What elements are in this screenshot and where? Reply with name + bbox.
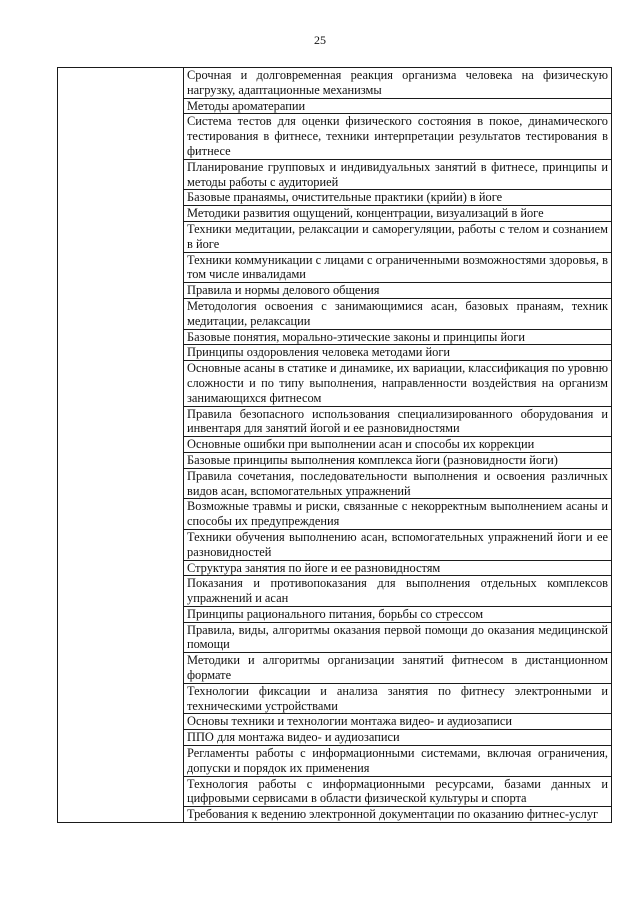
required-knowledge-item: Базовые принципы выполнения комплекса йоги (разновидности йоги) bbox=[184, 452, 612, 468]
required-knowledge-item: Методики развития ощущений, концентрации, визуализаций в йоге bbox=[184, 206, 612, 222]
table-row bbox=[58, 68, 612, 99]
required-knowledge-item: Основы техники и технологии монтажа видео- и аудиозаписи bbox=[184, 714, 612, 730]
required-knowledge-item: Основные ошибки при выполнении асан и способы их коррекции bbox=[184, 437, 612, 453]
required-knowledge-item: Технология работы с информационными ресурсами, базами данных и цифровыми сервисами в области физической культуры и спорта bbox=[184, 776, 612, 807]
required-knowledge-item: Требования к ведению электронной документации по оказанию фитнес-услуг bbox=[184, 807, 612, 823]
knowledge-table bbox=[57, 67, 612, 823]
required-knowledge-item: Принципы оздоровления человека методами йоги bbox=[184, 345, 612, 361]
required-knowledge-item: ППО для монтажа видео- и аудиозаписи bbox=[184, 730, 612, 746]
required-knowledge-item: Техники медитации, релаксации и саморегуляции, работы с телом и сознанием в йоге bbox=[184, 221, 612, 252]
required-knowledge-item: Возможные травмы и риски, связанные с некорректным выполнением асаны и способы их предупреждения bbox=[184, 499, 612, 530]
required-knowledge-item: Показания и противопоказания для выполнения отдельных комплексов упражнений и асан bbox=[184, 576, 612, 607]
required-knowledge-item: Базовые понятия, морально-этические законы и принципы йоги bbox=[184, 329, 612, 345]
required-knowledge-item: Правила сочетания, последовательности выполнения и освоения различных видов асан, вспомогательных упражнений bbox=[184, 468, 612, 499]
required-knowledge-item: Базовые пранаямы, очистительные практики (крийи) в йоге bbox=[184, 190, 612, 206]
page-number: 25 bbox=[314, 33, 326, 47]
required-knowledge-item: Правила, виды, алгоритмы оказания первой помощи до оказания медицинской помощи bbox=[184, 622, 612, 653]
required-knowledge-item: Техники коммуникации с лицами с ограниченными возможностями здоровья, в том числе инвалидами bbox=[184, 252, 612, 283]
required-knowledge-item: Правила и нормы делового общения bbox=[184, 283, 612, 299]
required-knowledge-item: Система тестов для оценки физического состояния в покое, динамического тестирования в фитнесе, техники интерпретации результатов тестирования в фитнесе bbox=[184, 114, 612, 159]
required-knowledge-item: Планирование групповых и индивидуальных занятий в фитнесе, принципы и методы работы с аудиторией bbox=[184, 159, 612, 190]
required-knowledge-item: Правила безопасного использования специализированного оборудования и инвентаря для занятий йогой и ее разновидностями bbox=[184, 406, 612, 437]
required-knowledge-item: Технологии фиксации и анализа занятия по фитнесу электронными и техническими устройствами bbox=[184, 683, 612, 714]
labor-function-cell bbox=[58, 68, 184, 823]
required-knowledge-item: Структура занятия по йоге и ее разновидностям bbox=[184, 560, 612, 576]
knowledge-table-body bbox=[58, 68, 612, 823]
required-knowledge-item: Регламенты работы с информационными системами, включая ограничения, допуски и порядок их применения bbox=[184, 746, 612, 777]
required-knowledge-item: Принципы рационального питания, борьбы со стрессом bbox=[184, 606, 612, 622]
required-knowledge-item: Методики и алгоритмы организации занятий фитнесом в дистанционном формате bbox=[184, 653, 612, 684]
required-knowledge-item: Основные асаны в статике и динамике, их вариации, классификация по уровню сложности и по типу выполнения, направленности воздействия на организм занимающихся фитнесом bbox=[184, 361, 612, 406]
required-knowledge-item: Техники обучения выполнению асан, вспомогательных упражнений йоги и ее разновидностей bbox=[184, 529, 612, 560]
required-knowledge-item: Методология освоения с занимающимися асан, базовых пранаям, техник медитации, релаксации bbox=[184, 298, 612, 329]
required-knowledge-item: Методы ароматерапии bbox=[184, 98, 612, 114]
required-knowledge-item: Срочная и долговременная реакция организма человека на физическую нагрузку, адаптационные механизмы bbox=[184, 68, 612, 99]
